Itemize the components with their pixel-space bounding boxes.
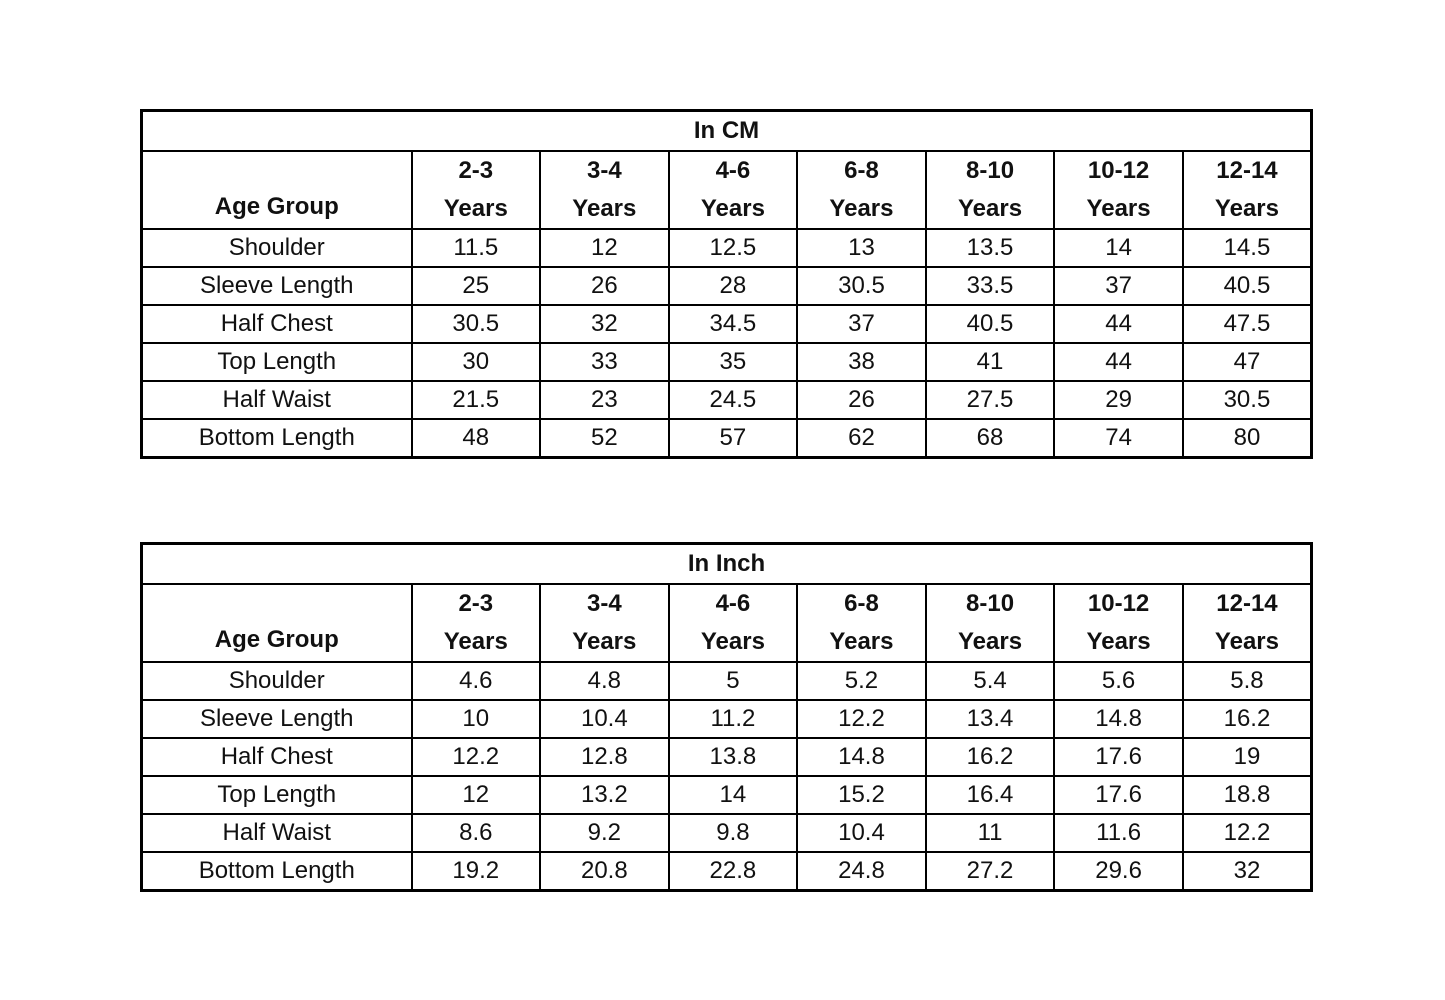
measurement-value: 32	[1183, 852, 1312, 891]
measurement-label: Sleeve Length	[142, 267, 412, 305]
measurement-value: 11	[926, 814, 1055, 852]
measurement-value: 13.2	[540, 776, 669, 814]
measurement-value: 13	[797, 229, 926, 267]
table-title: In CM	[142, 111, 1312, 152]
measurement-value: 40.5	[1183, 267, 1312, 305]
age-group-header: Age Group	[142, 584, 412, 662]
measurement-value: 19	[1183, 738, 1312, 776]
table-row	[142, 662, 1312, 700]
measurement-value: 48	[412, 419, 541, 458]
measurement-value: 12	[540, 229, 669, 267]
age-range-label: 3-4	[587, 157, 622, 184]
measurement-value: 12	[412, 776, 541, 814]
table-row	[142, 305, 1312, 343]
measurement-value: 74	[1054, 419, 1183, 458]
age-unit-label: Years	[700, 195, 765, 222]
age-range-label: 10-12	[1087, 590, 1150, 617]
measurement-value: 26	[540, 267, 669, 305]
table-row	[142, 738, 1312, 776]
measurement-value: 29.6	[1054, 852, 1183, 891]
measurement-value: 14.8	[1054, 700, 1183, 738]
measurement-value: 13.4	[926, 700, 1055, 738]
measurement-value: 37	[1054, 267, 1183, 305]
measurement-value: 11.6	[1054, 814, 1183, 852]
measurement-value: 20.8	[540, 852, 669, 891]
age-range-header	[797, 151, 926, 229]
measurement-value: 30.5	[412, 305, 541, 343]
age-range-header	[926, 584, 1055, 662]
measurement-value: 33.5	[926, 267, 1055, 305]
measurement-value: 17.6	[1054, 776, 1183, 814]
measurement-value: 28	[669, 267, 798, 305]
size-table-cm	[140, 109, 1313, 459]
measurement-value: 22.8	[669, 852, 798, 891]
age-unit-label: Years	[443, 628, 508, 655]
measurement-value: 13.5	[926, 229, 1055, 267]
measurement-value: 12.5	[669, 229, 798, 267]
measurement-value: 11.2	[669, 700, 798, 738]
measurement-value: 14.5	[1183, 229, 1312, 267]
measurement-value: 14	[669, 776, 798, 814]
age-range-label: 8-10	[966, 590, 1015, 617]
measurement-label: Top Length	[142, 776, 412, 814]
measurement-value: 30	[412, 343, 541, 381]
measurement-value: 5.6	[1054, 662, 1183, 700]
measurement-value: 13.8	[669, 738, 798, 776]
measurement-value: 11.5	[412, 229, 541, 267]
age-unit-label: Years	[443, 195, 508, 222]
age-range-header	[412, 584, 541, 662]
age-range-label: 4-6	[715, 157, 751, 184]
age-range-header	[1183, 151, 1312, 229]
measurement-value: 37	[797, 305, 926, 343]
measurement-value: 52	[540, 419, 669, 458]
measurement-value: 5.8	[1183, 662, 1312, 700]
measurement-value: 30.5	[1183, 381, 1312, 419]
measurement-label: Shoulder	[142, 229, 412, 267]
table-row	[142, 343, 1312, 381]
age-range-header	[926, 151, 1055, 229]
measurement-value: 24.5	[669, 381, 798, 419]
measurement-label: Shoulder	[142, 662, 412, 700]
measurement-value: 62	[797, 419, 926, 458]
measurement-value: 12.2	[412, 738, 541, 776]
measurement-value: 15.2	[797, 776, 926, 814]
measurement-value: 25	[412, 267, 541, 305]
measurement-value: 80	[1183, 419, 1312, 458]
measurement-value: 9.2	[540, 814, 669, 852]
age-range-header	[1183, 584, 1312, 662]
measurement-value: 18.8	[1183, 776, 1312, 814]
measurement-value: 17.6	[1054, 738, 1183, 776]
header-row	[142, 584, 1312, 662]
age-range-header	[669, 584, 798, 662]
measurement-value: 10	[412, 700, 541, 738]
measurement-value: 14.8	[797, 738, 926, 776]
measurement-value: 47	[1183, 343, 1312, 381]
measurement-value: 12.8	[540, 738, 669, 776]
table-row	[142, 776, 1312, 814]
measurement-label: Sleeve Length	[142, 700, 412, 738]
measurement-value: 10.4	[540, 700, 669, 738]
age-unit-label: Years	[572, 628, 637, 655]
age-unit-label: Years	[829, 628, 894, 655]
table-title: In Inch	[142, 544, 1312, 585]
measurement-label: Half Chest	[142, 738, 412, 776]
measurement-value: 4.6	[412, 662, 541, 700]
age-range-header	[412, 151, 541, 229]
measurement-label: Bottom Length	[142, 852, 412, 891]
measurement-value: 8.6	[412, 814, 541, 852]
age-range-label: 12-14	[1216, 157, 1278, 184]
measurement-value: 34.5	[669, 305, 798, 343]
measurement-value: 5	[669, 662, 798, 700]
header-row	[142, 151, 1312, 229]
measurement-label: Half Waist	[142, 381, 412, 419]
measurement-value: 24.8	[797, 852, 926, 891]
measurement-value: 19.2	[412, 852, 541, 891]
age-unit-label: Years	[1086, 628, 1151, 655]
age-unit-label: Years	[1086, 195, 1151, 222]
table-row	[142, 381, 1312, 419]
measurement-value: 44	[1054, 305, 1183, 343]
measurement-value: 12.2	[1183, 814, 1312, 852]
age-unit-label: Years	[957, 195, 1023, 222]
measurement-label: Half Chest	[142, 305, 412, 343]
age-range-label: 6-8	[844, 590, 879, 617]
measurement-value: 68	[926, 419, 1055, 458]
table-row	[142, 852, 1312, 891]
measurement-value: 16.2	[1183, 700, 1312, 738]
age-range-label: 10-12	[1087, 157, 1150, 184]
age-range-header	[1054, 151, 1183, 229]
measurement-value: 21.5	[412, 381, 541, 419]
measurement-value: 41	[926, 343, 1055, 381]
age-unit-label: Years	[1214, 195, 1279, 222]
measurement-label: Half Waist	[142, 814, 412, 852]
table-row	[142, 700, 1312, 738]
measurement-value: 10.4	[797, 814, 926, 852]
measurement-value: 14	[1054, 229, 1183, 267]
age-range-label: 8-10	[966, 157, 1015, 184]
measurement-value: 16.2	[926, 738, 1055, 776]
measurement-value: 9.8	[669, 814, 798, 852]
age-group-header: Age Group	[142, 151, 412, 229]
measurement-value: 29	[1054, 381, 1183, 419]
measurement-value: 27.2	[926, 852, 1055, 891]
measurement-value: 5.4	[926, 662, 1055, 700]
age-range-header	[540, 584, 669, 662]
age-unit-label: Years	[957, 628, 1023, 655]
table-row	[142, 419, 1312, 458]
size-table-inch	[140, 542, 1313, 892]
age-range-label: 12-14	[1216, 590, 1278, 617]
measurement-value: 30.5	[797, 267, 926, 305]
age-range-header	[797, 584, 926, 662]
measurement-value: 35	[669, 343, 798, 381]
age-unit-label: Years	[829, 195, 894, 222]
age-range-label: 3-4	[587, 590, 622, 617]
age-unit-label: Years	[700, 628, 765, 655]
age-range-label: 2-3	[458, 157, 494, 184]
age-range-header	[1054, 584, 1183, 662]
table-row	[142, 229, 1312, 267]
measurement-value: 23	[540, 381, 669, 419]
age-range-header	[669, 151, 798, 229]
age-range-label: 6-8	[844, 157, 879, 184]
measurement-value: 40.5	[926, 305, 1055, 343]
age-range-header	[540, 151, 669, 229]
measurement-value: 32	[540, 305, 669, 343]
measurement-value: 27.5	[926, 381, 1055, 419]
measurement-value: 38	[797, 343, 926, 381]
age-range-label: 4-6	[715, 590, 751, 617]
age-unit-label: Years	[1214, 628, 1279, 655]
measurement-label: Top Length	[142, 343, 412, 381]
measurement-value: 26	[797, 381, 926, 419]
measurement-value: 33	[540, 343, 669, 381]
table-row	[142, 267, 1312, 305]
measurement-value: 44	[1054, 343, 1183, 381]
measurement-value: 57	[669, 419, 798, 458]
measurement-value: 47.5	[1183, 305, 1312, 343]
measurement-value: 16.4	[926, 776, 1055, 814]
measurement-value: 12.2	[797, 700, 926, 738]
measurement-label: Bottom Length	[142, 419, 412, 458]
age-range-label: 2-3	[458, 590, 494, 617]
measurement-value: 5.2	[797, 662, 926, 700]
table-row	[142, 814, 1312, 852]
age-unit-label: Years	[572, 195, 637, 222]
measurement-value: 4.8	[540, 662, 669, 700]
